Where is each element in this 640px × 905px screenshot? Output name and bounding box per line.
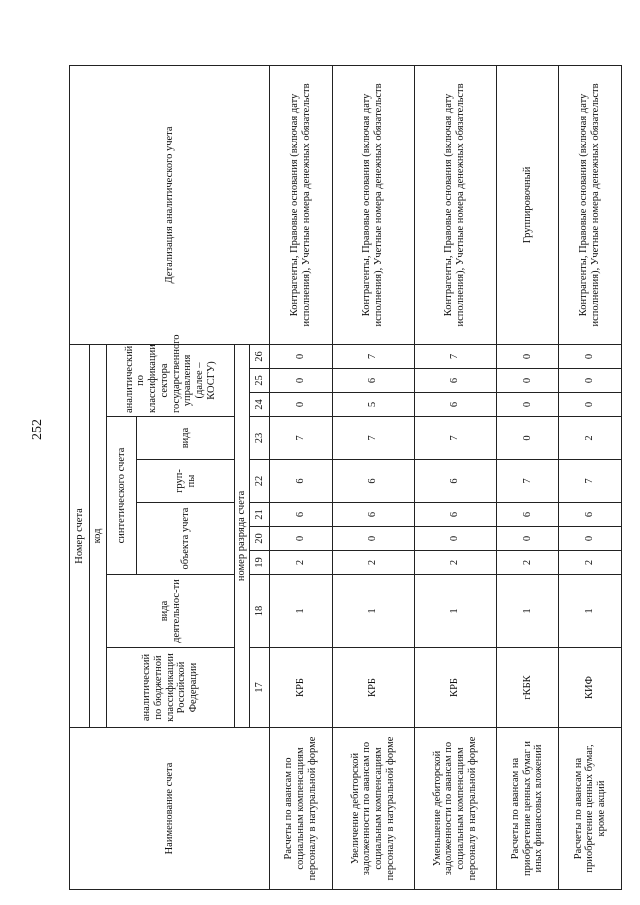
header-activity: вида деятельнос-ти bbox=[107, 575, 235, 648]
digit-number: 23 bbox=[250, 417, 270, 460]
budget-code: гКБК bbox=[496, 648, 559, 728]
table-row bbox=[270, 66, 333, 890]
digit-number: 24 bbox=[250, 393, 270, 417]
kosgu-26: 0 bbox=[496, 344, 559, 368]
digit-19: 2 bbox=[496, 551, 559, 575]
digit-number: 18 bbox=[250, 575, 270, 648]
budget-code: КИФ bbox=[559, 648, 622, 728]
digit-21: 6 bbox=[270, 503, 333, 527]
budget-code: КРБ bbox=[332, 648, 414, 728]
analytic-detail: Контрагенты, Правовые основания (включая дату исполнения), Учетные номера денежных обязательств bbox=[414, 66, 496, 345]
analytic-detail: Контрагенты, Правовые основания (включая дату исполнения), Учетные номера денежных обязательств bbox=[559, 66, 622, 345]
kosgu-24: 0 bbox=[496, 393, 559, 417]
digit-20: 0 bbox=[332, 527, 414, 551]
activity-code: 1 bbox=[332, 575, 414, 648]
kind-code: 7 bbox=[332, 417, 414, 460]
kosgu-24: 6 bbox=[414, 393, 496, 417]
digit-19: 2 bbox=[332, 551, 414, 575]
digit-number: 17 bbox=[250, 648, 270, 728]
budget-code: КРБ bbox=[414, 648, 496, 728]
digit-20: 0 bbox=[496, 527, 559, 551]
kind-code: 2 bbox=[559, 417, 622, 460]
table-row bbox=[414, 66, 496, 890]
digit-20: 0 bbox=[270, 527, 333, 551]
digit-21: 6 bbox=[559, 503, 622, 527]
kosgu-25: 0 bbox=[496, 369, 559, 393]
digit-number: 19 bbox=[250, 551, 270, 575]
kosgu-25: 0 bbox=[559, 369, 622, 393]
account-name: Расчеты по авансам на приобретение ценных бумаг и иных финансовых вложений bbox=[496, 728, 559, 890]
kosgu-25: 6 bbox=[332, 369, 414, 393]
header-code: код bbox=[90, 344, 107, 727]
header-synthetic: синтетического счета bbox=[107, 417, 137, 575]
group-code: 6 bbox=[332, 460, 414, 503]
digit-19: 2 bbox=[270, 551, 333, 575]
header-object: объекта учета bbox=[137, 503, 235, 575]
header-kosgu: аналитический по классификации сектора государственного управления (далее – КОСГУ) bbox=[107, 344, 235, 416]
digit-number: 21 bbox=[250, 503, 270, 527]
account-name: Расчеты по авансам по социальным компенсациям персоналу в натуральной форме bbox=[270, 728, 333, 890]
budget-code: КРБ bbox=[270, 648, 333, 728]
kosgu-26: 0 bbox=[270, 344, 333, 368]
kosgu-25: 6 bbox=[414, 369, 496, 393]
digit-21: 6 bbox=[414, 503, 496, 527]
activity-code: 1 bbox=[559, 575, 622, 648]
header-name: Наименование счета bbox=[70, 728, 270, 890]
kosgu-26: 7 bbox=[414, 344, 496, 368]
kosgu-24: 0 bbox=[559, 393, 622, 417]
header-account-number: Номер счета bbox=[70, 344, 90, 727]
digit-number: 22 bbox=[250, 460, 270, 503]
analytic-detail: Контрагенты, Правовые основания (включая дату исполнения), Учетные номера денежных обязательств bbox=[332, 66, 414, 345]
kind-code: 7 bbox=[414, 417, 496, 460]
rotated-page bbox=[69, 65, 622, 890]
header-budget-class: аналитический по бюджетной классификации Российской Федерации bbox=[107, 648, 235, 728]
header-kind: вида bbox=[137, 417, 235, 460]
analytic-detail: Группировочный bbox=[496, 66, 559, 345]
group-code: 7 bbox=[559, 460, 622, 503]
header-detail: Детализация аналитического учета bbox=[70, 66, 270, 345]
kind-code: 7 bbox=[270, 417, 333, 460]
group-code: 6 bbox=[270, 460, 333, 503]
group-code: 6 bbox=[414, 460, 496, 503]
kosgu-24: 0 bbox=[270, 393, 333, 417]
kosgu-26: 0 bbox=[559, 344, 622, 368]
accounts-table bbox=[69, 65, 622, 890]
group-code: 7 bbox=[496, 460, 559, 503]
kosgu-25: 0 bbox=[270, 369, 333, 393]
table-row bbox=[496, 66, 559, 890]
account-name: Уменьшение дебиторской задолженности по авансам по социальным компенсациям персоналу в натуральной форме bbox=[414, 728, 496, 890]
account-name: Увеличение дебиторской задолженности по авансам по социальным компенсациям персоналу в натуральной форме bbox=[332, 728, 414, 890]
activity-code: 1 bbox=[414, 575, 496, 648]
kosgu-24: 5 bbox=[332, 393, 414, 417]
kosgu-26: 7 bbox=[332, 344, 414, 368]
digit-number: 26 bbox=[250, 344, 270, 368]
digit-number: 25 bbox=[250, 369, 270, 393]
activity-code: 1 bbox=[496, 575, 559, 648]
table-row bbox=[559, 66, 622, 890]
digit-19: 2 bbox=[414, 551, 496, 575]
analytic-detail: Контрагенты, Правовые основания (включая дату исполнения), Учетные номера денежных обязательств bbox=[270, 66, 333, 345]
digit-20: 0 bbox=[559, 527, 622, 551]
digit-21: 6 bbox=[496, 503, 559, 527]
account-name: Расчеты по авансам на приобретение ценных бумаг, кроме акций bbox=[559, 728, 622, 890]
page-number: 252 bbox=[30, 419, 45, 440]
activity-code: 1 bbox=[270, 575, 333, 648]
digit-number: 20 bbox=[250, 527, 270, 551]
table-row bbox=[332, 66, 414, 890]
digit-21: 6 bbox=[332, 503, 414, 527]
header-group: груп-пы bbox=[137, 460, 235, 503]
kind-code: 0 bbox=[496, 417, 559, 460]
digit-19: 2 bbox=[559, 551, 622, 575]
digit-20: 0 bbox=[414, 527, 496, 551]
header-digit: номер разряда счета bbox=[235, 344, 250, 727]
